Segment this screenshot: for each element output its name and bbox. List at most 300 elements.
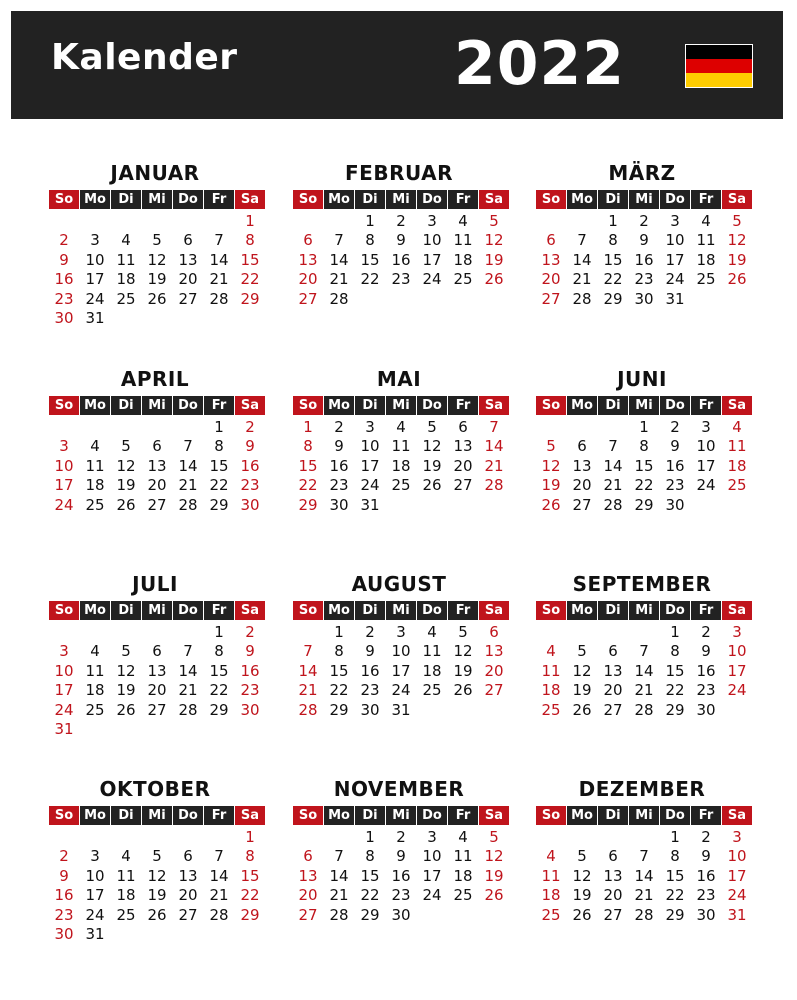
day-cell: 22 — [209, 476, 229, 495]
day-grid — [293, 212, 505, 309]
weekday-label: So — [293, 396, 323, 415]
empty-cell — [598, 828, 628, 847]
day-cell: 23 — [240, 681, 260, 700]
day-cell: 17 — [422, 866, 442, 885]
weekday-label: Fr — [204, 601, 234, 620]
empty-cell — [111, 623, 141, 642]
day-cell: 3 — [732, 623, 742, 641]
weekday-header — [49, 396, 261, 415]
day-cell: 14 — [209, 866, 229, 885]
day-cell: 16 — [696, 866, 716, 885]
calendar-header — [11, 11, 783, 119]
weekday-label: Fr — [448, 190, 478, 209]
day-cell: 25 — [727, 476, 747, 495]
empty-cell — [293, 212, 323, 231]
weekday-label: So — [49, 601, 79, 620]
day-cell: 4 — [732, 418, 742, 436]
weekday-label: Fr — [691, 190, 721, 209]
day-grid — [293, 623, 505, 720]
empty-cell — [567, 623, 597, 642]
day-cell: 3 — [90, 231, 100, 250]
day-cell: 26 — [147, 289, 167, 308]
day-cell: 29 — [360, 905, 380, 924]
weekday-label: Fr — [448, 806, 478, 825]
weekday-label: Sa — [722, 806, 752, 825]
day-cell: 15 — [298, 456, 318, 475]
day-cell: 12 — [541, 456, 561, 475]
weekday-label: Fr — [448, 396, 478, 415]
day-cell: 21 — [329, 886, 349, 905]
day-cell: 25 — [116, 905, 136, 924]
weekday-label: Do — [173, 601, 203, 620]
day-cell: 15 — [240, 866, 260, 885]
weekday-label: Sa — [722, 396, 752, 415]
day-cell: 18 — [116, 270, 136, 289]
day-cell: 31 — [360, 495, 380, 514]
weekday-label: Fr — [691, 396, 721, 415]
day-cell: 8 — [670, 642, 680, 661]
day-cell: 23 — [391, 270, 411, 289]
day-cell: 19 — [116, 476, 136, 495]
day-cell: 16 — [54, 886, 74, 905]
day-cell: 16 — [329, 456, 349, 475]
day-cell: 26 — [116, 495, 136, 514]
day-cell: 19 — [484, 250, 504, 269]
empty-cell — [324, 212, 354, 231]
weekday-header — [293, 396, 505, 415]
day-cell: 11 — [727, 437, 747, 456]
day-cell: 5 — [732, 212, 742, 230]
empty-cell — [49, 212, 79, 231]
empty-cell — [173, 623, 203, 642]
day-grid — [49, 828, 261, 944]
month-block — [49, 776, 261, 944]
day-cell: 9 — [701, 642, 711, 661]
empty-cell — [598, 623, 628, 642]
day-cell: 8 — [639, 437, 649, 456]
empty-cell — [111, 828, 141, 847]
empty-cell — [80, 623, 110, 642]
day-cell: 21 — [603, 476, 623, 495]
day-cell: 1 — [245, 828, 255, 846]
day-cell: 3 — [59, 437, 69, 456]
page-title: Kalender — [51, 37, 238, 78]
day-cell: 8 — [670, 847, 680, 866]
empty-cell — [293, 623, 323, 642]
day-cell: 15 — [634, 456, 654, 475]
weekday-label: Di — [111, 190, 141, 209]
weekday-label: Mo — [567, 601, 597, 620]
weekday-label: Mo — [80, 190, 110, 209]
day-cell: 28 — [178, 495, 198, 514]
day-cell: 1 — [334, 623, 344, 641]
day-cell: 30 — [634, 289, 654, 308]
day-cell: 2 — [701, 623, 711, 641]
day-cell: 26 — [116, 700, 136, 719]
empty-cell — [142, 212, 172, 231]
day-cell: 26 — [484, 886, 504, 905]
empty-cell — [536, 212, 566, 231]
day-cell: 16 — [391, 250, 411, 269]
weekday-label: Do — [417, 601, 447, 620]
day-cell: 22 — [298, 476, 318, 495]
day-cell: 8 — [608, 231, 618, 250]
day-cell: 29 — [240, 289, 260, 308]
day-cell: 9 — [639, 231, 649, 250]
day-cell: 28 — [298, 700, 318, 719]
weekday-label: Di — [111, 806, 141, 825]
empty-cell — [536, 418, 566, 437]
day-cell: 13 — [178, 250, 198, 269]
empty-cell — [142, 418, 172, 437]
month-name: FEBRUAR — [345, 161, 453, 185]
day-cell: 31 — [85, 308, 105, 327]
day-cell: 6 — [152, 642, 162, 661]
weekday-label: Di — [598, 806, 628, 825]
flag-stripe-red — [686, 59, 752, 73]
day-cell: 6 — [608, 642, 618, 661]
day-cell: 22 — [240, 886, 260, 905]
day-cell: 10 — [54, 661, 74, 680]
day-cell: 3 — [427, 828, 437, 846]
day-cell: 17 — [727, 661, 747, 680]
empty-cell — [111, 212, 141, 231]
weekday-label: Mi — [142, 190, 172, 209]
day-cell: 11 — [541, 661, 561, 680]
day-cell: 2 — [245, 623, 255, 641]
day-cell: 19 — [422, 456, 442, 475]
day-cell: 28 — [329, 289, 349, 308]
day-cell: 19 — [727, 250, 747, 269]
empty-cell — [111, 418, 141, 437]
weekday-label: Mo — [324, 601, 354, 620]
weekday-label: Di — [598, 601, 628, 620]
empty-cell — [49, 623, 79, 642]
day-cell: 26 — [572, 700, 592, 719]
day-cell: 4 — [458, 828, 468, 846]
day-cell: 6 — [303, 847, 313, 866]
day-cell: 27 — [603, 700, 623, 719]
day-cell: 27 — [298, 289, 318, 308]
day-cell: 24 — [422, 886, 442, 905]
weekday-label: So — [49, 806, 79, 825]
day-cell: 19 — [147, 270, 167, 289]
day-cell: 22 — [329, 681, 349, 700]
day-cell: 28 — [178, 700, 198, 719]
month-name: NOVEMBER — [333, 777, 465, 801]
day-grid — [536, 212, 748, 309]
day-grid — [49, 418, 261, 515]
month-name: DEZEMBER — [578, 777, 706, 801]
weekday-label: Mo — [80, 396, 110, 415]
day-cell: 6 — [183, 231, 193, 250]
day-cell: 16 — [391, 866, 411, 885]
day-cell: 24 — [391, 681, 411, 700]
empty-cell — [567, 418, 597, 437]
day-cell: 17 — [85, 886, 105, 905]
weekday-label: Di — [111, 396, 141, 415]
day-cell: 13 — [484, 642, 504, 661]
day-cell: 12 — [422, 437, 442, 456]
day-cell: 18 — [391, 456, 411, 475]
day-cell: 21 — [329, 270, 349, 289]
day-cell: 14 — [329, 250, 349, 269]
day-cell: 17 — [665, 250, 685, 269]
empty-cell — [204, 828, 234, 847]
day-cell: 30 — [360, 700, 380, 719]
day-cell: 1 — [365, 828, 375, 846]
day-cell: 28 — [634, 700, 654, 719]
day-cell: 24 — [85, 905, 105, 924]
day-cell: 27 — [178, 289, 198, 308]
day-cell: 17 — [54, 476, 74, 495]
day-cell: 30 — [240, 700, 260, 719]
day-cell: 6 — [489, 623, 499, 641]
day-cell: 14 — [209, 250, 229, 269]
day-cell: 31 — [85, 924, 105, 943]
weekday-label: So — [536, 806, 566, 825]
day-cell: 18 — [453, 250, 473, 269]
day-cell: 25 — [453, 886, 473, 905]
day-grid — [293, 828, 505, 925]
day-cell: 10 — [422, 847, 442, 866]
day-cell: 15 — [665, 866, 685, 885]
weekday-header — [536, 806, 748, 825]
day-cell: 2 — [396, 212, 406, 230]
day-cell: 18 — [727, 456, 747, 475]
day-cell: 15 — [360, 866, 380, 885]
weekday-label: Mo — [567, 190, 597, 209]
day-cell: 28 — [209, 905, 229, 924]
day-cell: 14 — [178, 456, 198, 475]
day-grid — [49, 623, 261, 739]
day-cell: 1 — [245, 212, 255, 230]
day-cell: 5 — [489, 828, 499, 846]
day-cell: 6 — [608, 847, 618, 866]
day-cell: 27 — [484, 681, 504, 700]
day-cell: 12 — [116, 661, 136, 680]
day-cell: 13 — [298, 866, 318, 885]
empty-cell — [567, 828, 597, 847]
weekday-label: Mo — [80, 601, 110, 620]
day-cell: 21 — [634, 681, 654, 700]
weekday-header — [536, 190, 748, 209]
day-cell: 22 — [634, 476, 654, 495]
day-cell: 10 — [665, 231, 685, 250]
day-cell: 4 — [396, 418, 406, 436]
day-cell: 16 — [360, 661, 380, 680]
weekday-label: Mo — [567, 806, 597, 825]
day-cell: 11 — [85, 456, 105, 475]
day-cell: 7 — [303, 642, 313, 661]
day-cell: 11 — [391, 437, 411, 456]
weekday-label: Mi — [386, 601, 416, 620]
day-cell: 23 — [360, 681, 380, 700]
day-cell: 9 — [59, 866, 69, 885]
day-cell: 15 — [240, 250, 260, 269]
day-cell: 29 — [665, 905, 685, 924]
weekday-label: Do — [417, 190, 447, 209]
day-cell: 24 — [665, 270, 685, 289]
weekday-label: Mi — [386, 396, 416, 415]
day-cell: 16 — [665, 456, 685, 475]
day-cell: 21 — [209, 886, 229, 905]
day-cell: 14 — [572, 250, 592, 269]
day-cell: 27 — [453, 476, 473, 495]
day-cell: 11 — [85, 661, 105, 680]
day-grid — [536, 828, 748, 925]
empty-cell — [173, 828, 203, 847]
day-cell: 15 — [603, 250, 623, 269]
day-cell: 4 — [546, 642, 556, 661]
weekday-label: Sa — [235, 806, 265, 825]
day-cell: 19 — [116, 681, 136, 700]
weekday-header — [536, 601, 748, 620]
day-cell: 20 — [603, 886, 623, 905]
day-cell: 5 — [152, 847, 162, 866]
day-cell: 4 — [121, 847, 131, 866]
day-cell: 5 — [577, 642, 587, 661]
day-cell: 11 — [422, 642, 442, 661]
empty-cell — [49, 418, 79, 437]
month-name: OKTOBER — [99, 777, 211, 801]
day-cell: 7 — [214, 847, 224, 866]
empty-cell — [80, 212, 110, 231]
weekday-label: Do — [173, 396, 203, 415]
day-cell: 27 — [572, 495, 592, 514]
empty-cell — [204, 212, 234, 231]
day-cell: 29 — [634, 495, 654, 514]
day-cell: 20 — [572, 476, 592, 495]
day-cell: 5 — [121, 642, 131, 661]
day-cell: 16 — [54, 270, 74, 289]
day-cell: 21 — [209, 270, 229, 289]
day-cell: 2 — [365, 623, 375, 641]
day-cell: 16 — [240, 456, 260, 475]
day-cell: 12 — [572, 661, 592, 680]
day-cell: 25 — [453, 270, 473, 289]
day-cell: 2 — [334, 418, 344, 436]
weekday-label: Do — [660, 396, 690, 415]
day-cell: 27 — [541, 289, 561, 308]
weekday-label: Di — [355, 396, 385, 415]
day-cell: 25 — [541, 700, 561, 719]
day-cell: 18 — [541, 886, 561, 905]
weekday-label: Fr — [204, 396, 234, 415]
month-block — [536, 571, 748, 720]
day-cell: 26 — [422, 476, 442, 495]
weekday-label: Do — [417, 806, 447, 825]
day-cell: 20 — [603, 681, 623, 700]
day-cell: 11 — [696, 231, 716, 250]
day-cell: 3 — [59, 642, 69, 661]
day-cell: 29 — [209, 700, 229, 719]
flag-stripe-gold — [686, 73, 752, 87]
weekday-label: So — [293, 601, 323, 620]
day-cell: 13 — [603, 866, 623, 885]
day-cell: 26 — [484, 270, 504, 289]
day-cell: 2 — [670, 418, 680, 436]
weekday-label: Mo — [567, 396, 597, 415]
day-cell: 6 — [577, 437, 587, 456]
day-cell: 24 — [85, 289, 105, 308]
day-cell: 26 — [727, 270, 747, 289]
weekday-label: Sa — [479, 806, 509, 825]
weekday-label: Do — [173, 190, 203, 209]
day-cell: 24 — [360, 476, 380, 495]
day-cell: 26 — [453, 681, 473, 700]
weekday-label: Mi — [629, 601, 659, 620]
german-flag-icon — [685, 44, 753, 88]
day-cell: 7 — [183, 437, 193, 456]
weekday-header — [293, 601, 505, 620]
day-cell: 25 — [391, 476, 411, 495]
day-cell: 5 — [577, 847, 587, 866]
day-cell: 10 — [54, 456, 74, 475]
weekday-label: Mi — [142, 601, 172, 620]
day-cell: 5 — [458, 623, 468, 641]
weekday-label: Di — [355, 806, 385, 825]
day-cell: 29 — [209, 495, 229, 514]
empty-cell — [598, 418, 628, 437]
empty-cell — [49, 828, 79, 847]
day-cell: 26 — [572, 905, 592, 924]
day-cell: 5 — [427, 418, 437, 436]
day-cell: 20 — [147, 476, 167, 495]
day-cell: 11 — [116, 250, 136, 269]
empty-cell — [173, 212, 203, 231]
day-cell: 21 — [178, 476, 198, 495]
day-cell: 16 — [634, 250, 654, 269]
day-cell: 8 — [365, 231, 375, 250]
weekday-label: Di — [111, 601, 141, 620]
month-block — [293, 571, 505, 720]
day-cell: 12 — [727, 231, 747, 250]
weekday-label: Di — [598, 190, 628, 209]
year-label: 2022 — [454, 29, 625, 99]
day-cell: 25 — [85, 700, 105, 719]
day-cell: 1 — [214, 418, 224, 436]
day-cell: 17 — [696, 456, 716, 475]
day-cell: 18 — [116, 886, 136, 905]
day-cell: 30 — [329, 495, 349, 514]
empty-cell — [80, 828, 110, 847]
day-cell: 5 — [546, 437, 556, 456]
day-cell: 21 — [572, 270, 592, 289]
day-cell: 23 — [240, 476, 260, 495]
day-cell: 5 — [152, 231, 162, 250]
day-cell: 28 — [329, 905, 349, 924]
day-cell: 21 — [484, 456, 504, 475]
empty-cell — [142, 623, 172, 642]
day-cell: 24 — [727, 886, 747, 905]
day-cell: 1 — [303, 418, 313, 436]
day-cell: 4 — [90, 642, 100, 661]
day-cell: 5 — [121, 437, 131, 456]
day-cell: 14 — [298, 661, 318, 680]
day-cell: 29 — [329, 700, 349, 719]
month-name: AUGUST — [351, 572, 447, 596]
day-cell: 19 — [572, 681, 592, 700]
day-cell: 7 — [608, 437, 618, 456]
day-cell: 9 — [396, 231, 406, 250]
day-cell: 30 — [665, 495, 685, 514]
day-cell: 27 — [147, 495, 167, 514]
month-name: JANUAR — [110, 161, 200, 185]
day-cell: 19 — [572, 886, 592, 905]
day-cell: 10 — [422, 231, 442, 250]
day-cell: 11 — [453, 231, 473, 250]
